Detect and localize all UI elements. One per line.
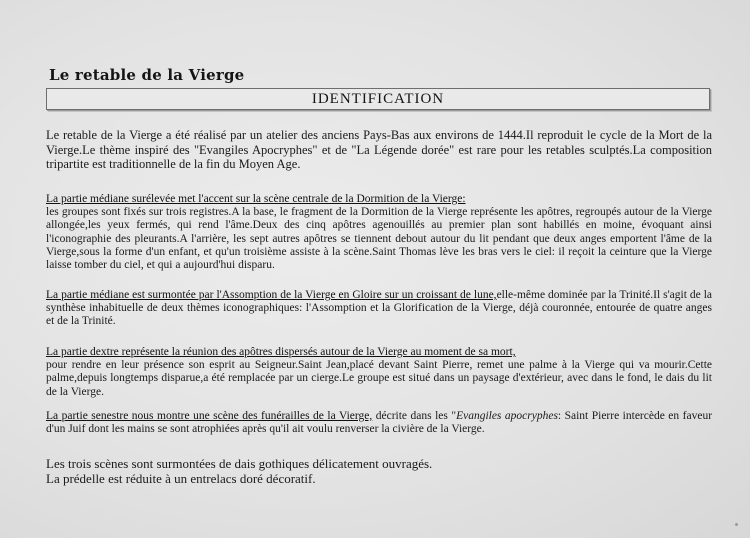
section-body-senestre-end: : Saint Pierre intercède en faveur d'un Juif dont les mains se sont atrophiées après qu'il ait voulu renverser la civière de la Vierge. [46,410,713,436]
closing-line-predelle: La prédelle est réduite à un entrelacs doré décoratif. [46,471,316,486]
intro-paragraph: Le retable de la Vierge a été réalisé par un atelier des anciens Pays-Bas aux environs de 1444.Il reproduit le cycle de la Mort de la Vierge.Le thème inspiré des "Evangiles Apocryphes" et de "La Légende dorée" est rare pour les retables sculptés.La composition tripartite est traditionnelle de la fin du Moyen Age. [46,128,712,172]
closing-line-dais: Les trois scènes sont surmontées de dais gothiques délicatement ouvragés. [46,456,433,471]
section-heading-dextre: La partie dextre représente la réunion des apôtres dispersés autour de la Vierge au moment de sa mort, [46,346,516,358]
section-banner [46,88,710,110]
section-paragraph-dextre [46,346,712,399]
section-body-assomption: elle-même dominée par la Trinité.Il s'agit de la synthèse inhabituelle de deux thèmes iconographiques: l'Assomption et la Glorification de la Vierge, déjà couronnée, entourée de quatre anges et de la Trinité. [46,289,712,328]
section-heading-median: La partie médiane surélevée met l'accent sur la scène centrale de la Dormition de la Vierge: [46,193,466,205]
section-paragraph-median [46,193,712,272]
banner-label: IDENTIFICATION [311,91,445,107]
section-body-senestre-start: décrite dans les " [375,410,457,422]
section-heading-assomption: La partie médiane est surmontée par l'Assomption de la Vierge en Gloire sur un croissant de lune, [46,289,497,301]
section-body-median: les groupes sont fixés sur trois registres.A la base, le fragment de la Dormition de la Vierge représente les apôtres, regroupés autour de la Vierge allongée,les yeux fermés, qui rend l'âme.Deux des cinq apôtres agenouillés au premier plan sont habillés en moine, évoquant ainsi l'iconographie des pleurants.A l'arrière, les sept autres apôtres se tiennent debout autour du lit pendant que deux anges emportent l'âme de la Vierge,sous la forme d'un enfant, et qu'un troisième assiste à la scène.Saint Thomas lève les bras vers le ciel: il reçoit la ceinture que la Vierge laisse tomber du ciel, et qui a aujourd'hui disparu. [46,206,712,272]
section-paragraph-senestre [46,410,712,436]
section-heading-senestre: La partie senestre nous montre une scène des funérailles de la Vierge, [46,410,373,422]
section-paragraph-assomption [46,289,712,329]
section-body-dextre: pour rendre en leur présence son esprit au Seigneur.Saint Jean,placé devant Saint Pierre, remet une palme à la Vierge qui va mourir.Cette palme,depuis longtemps disparue,a été remplacée par un cierge.Le groupe est situé dans un paysage d'extérieur, avec dans le fond, le dais du lit de la Vierge. [46,359,712,398]
closing-paragraph [46,456,712,486]
document-title: Le retable de la Vierge [49,66,245,84]
page-speck [735,523,738,526]
section-body-senestre-italic: Evangiles apocryphes [456,410,558,422]
